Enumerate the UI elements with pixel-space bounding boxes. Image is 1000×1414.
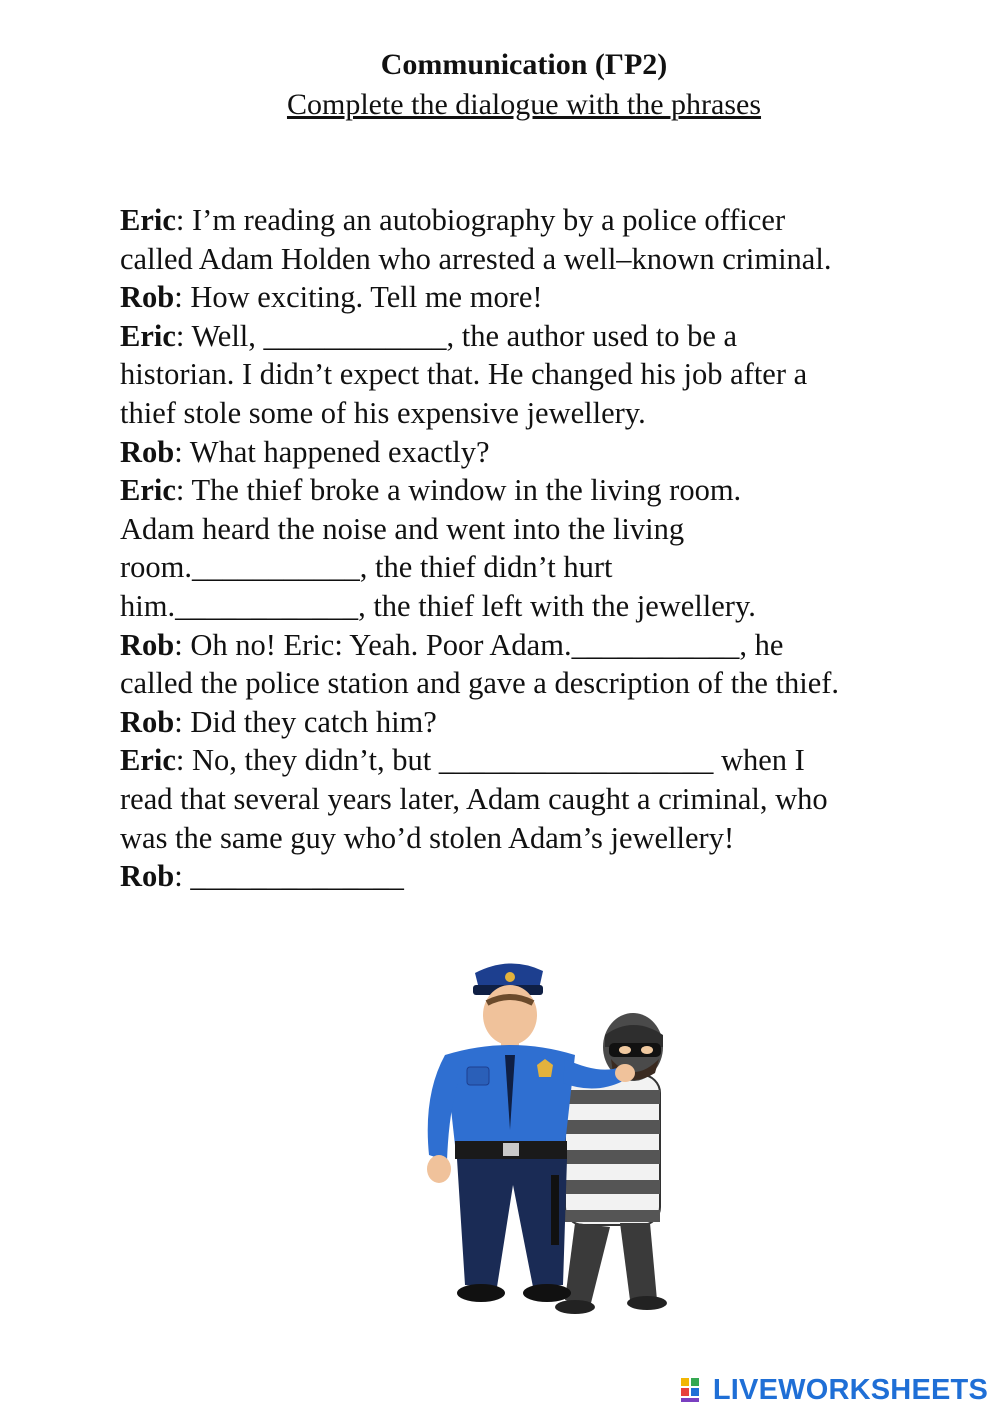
speaker-name: Eric — [120, 203, 176, 237]
line-text: called Adam Holden who arrested a well–known criminal. — [120, 241, 832, 276]
dialogue-line — [120, 626, 940, 665]
dialogue-line — [120, 587, 940, 626]
line-text: : Well, ____________, the author used to be a — [175, 318, 738, 353]
line-text: Adam heard the noise and went into the living — [120, 511, 685, 546]
line-text: : How exciting. Tell me more! — [174, 280, 543, 315]
line-text: : Oh no! Eric: Yeah. Poor Adam.___________, he — [174, 627, 784, 662]
dialogue-line — [120, 510, 940, 549]
dialogue-line — [120, 664, 940, 703]
line-text: him.____________, the thief left with the jewellery. — [120, 588, 756, 623]
line-text: called the police station and gave a description of the thief. — [120, 666, 840, 701]
dialogue-line — [120, 857, 940, 896]
speaker-name: Rob — [120, 704, 175, 739]
speaker-name: Eric — [120, 318, 176, 353]
speaker-name: Eric — [120, 743, 176, 778]
dialogue-line — [120, 548, 940, 587]
dialogue-line — [120, 780, 940, 819]
dialogue-line — [120, 317, 940, 356]
page-title: Communication (ΓΡ2) — [380, 48, 668, 81]
dialogue-line — [120, 240, 940, 279]
line-text: read that several years later, Adam caught a criminal, who — [120, 781, 828, 816]
line-text: : ______________ — [174, 859, 404, 894]
speaker-name: Rob — [120, 627, 175, 662]
dialogue-line — [120, 471, 940, 510]
line-text: : I’m reading an autobiography by a police officer — [175, 203, 786, 237]
dialogue-line — [120, 278, 940, 317]
dialogue-line — [120, 201, 940, 240]
instruction-subtitle: Complete the dialogue with the phrases — [286, 88, 762, 121]
line-text: : No, they didn’t, but __________________ when I — [175, 743, 805, 778]
dialogue-line — [120, 355, 940, 394]
dialogue-line — [120, 819, 940, 858]
line-text: : The thief broke a window in the living room. — [175, 473, 742, 508]
speaker-name: Rob — [120, 280, 175, 315]
speaker-name: Rob — [120, 434, 175, 469]
liveworksheets-logo-text: LIVEWORKSHEETS — [712, 1373, 988, 1406]
line-text: : What happened exactly? — [174, 434, 490, 469]
line-text: was the same guy who’d stolen Adam’s jewellery! — [120, 820, 735, 855]
dialogue-text — [120, 201, 940, 896]
liveworksheets-logo — [681, 1374, 988, 1406]
dialogue-line — [120, 433, 940, 472]
dialogue-line — [120, 703, 940, 742]
police-officer-arresting-thief-illustration — [415, 955, 670, 1315]
line-text: : Did they catch him? — [174, 704, 437, 739]
liveworksheets-logo-icon — [681, 1376, 709, 1404]
line-text: room.___________, the thief didn’t hurt — [120, 550, 613, 585]
speaker-name: Rob — [120, 859, 175, 894]
dialogue-line — [120, 741, 940, 780]
line-text: historian. I didn’t expect that. He changed his job after a — [120, 357, 808, 392]
dialogue-line — [120, 394, 940, 433]
line-text: thief stole some of his expensive jewellery. — [120, 395, 646, 430]
speaker-name: Eric — [120, 473, 176, 508]
